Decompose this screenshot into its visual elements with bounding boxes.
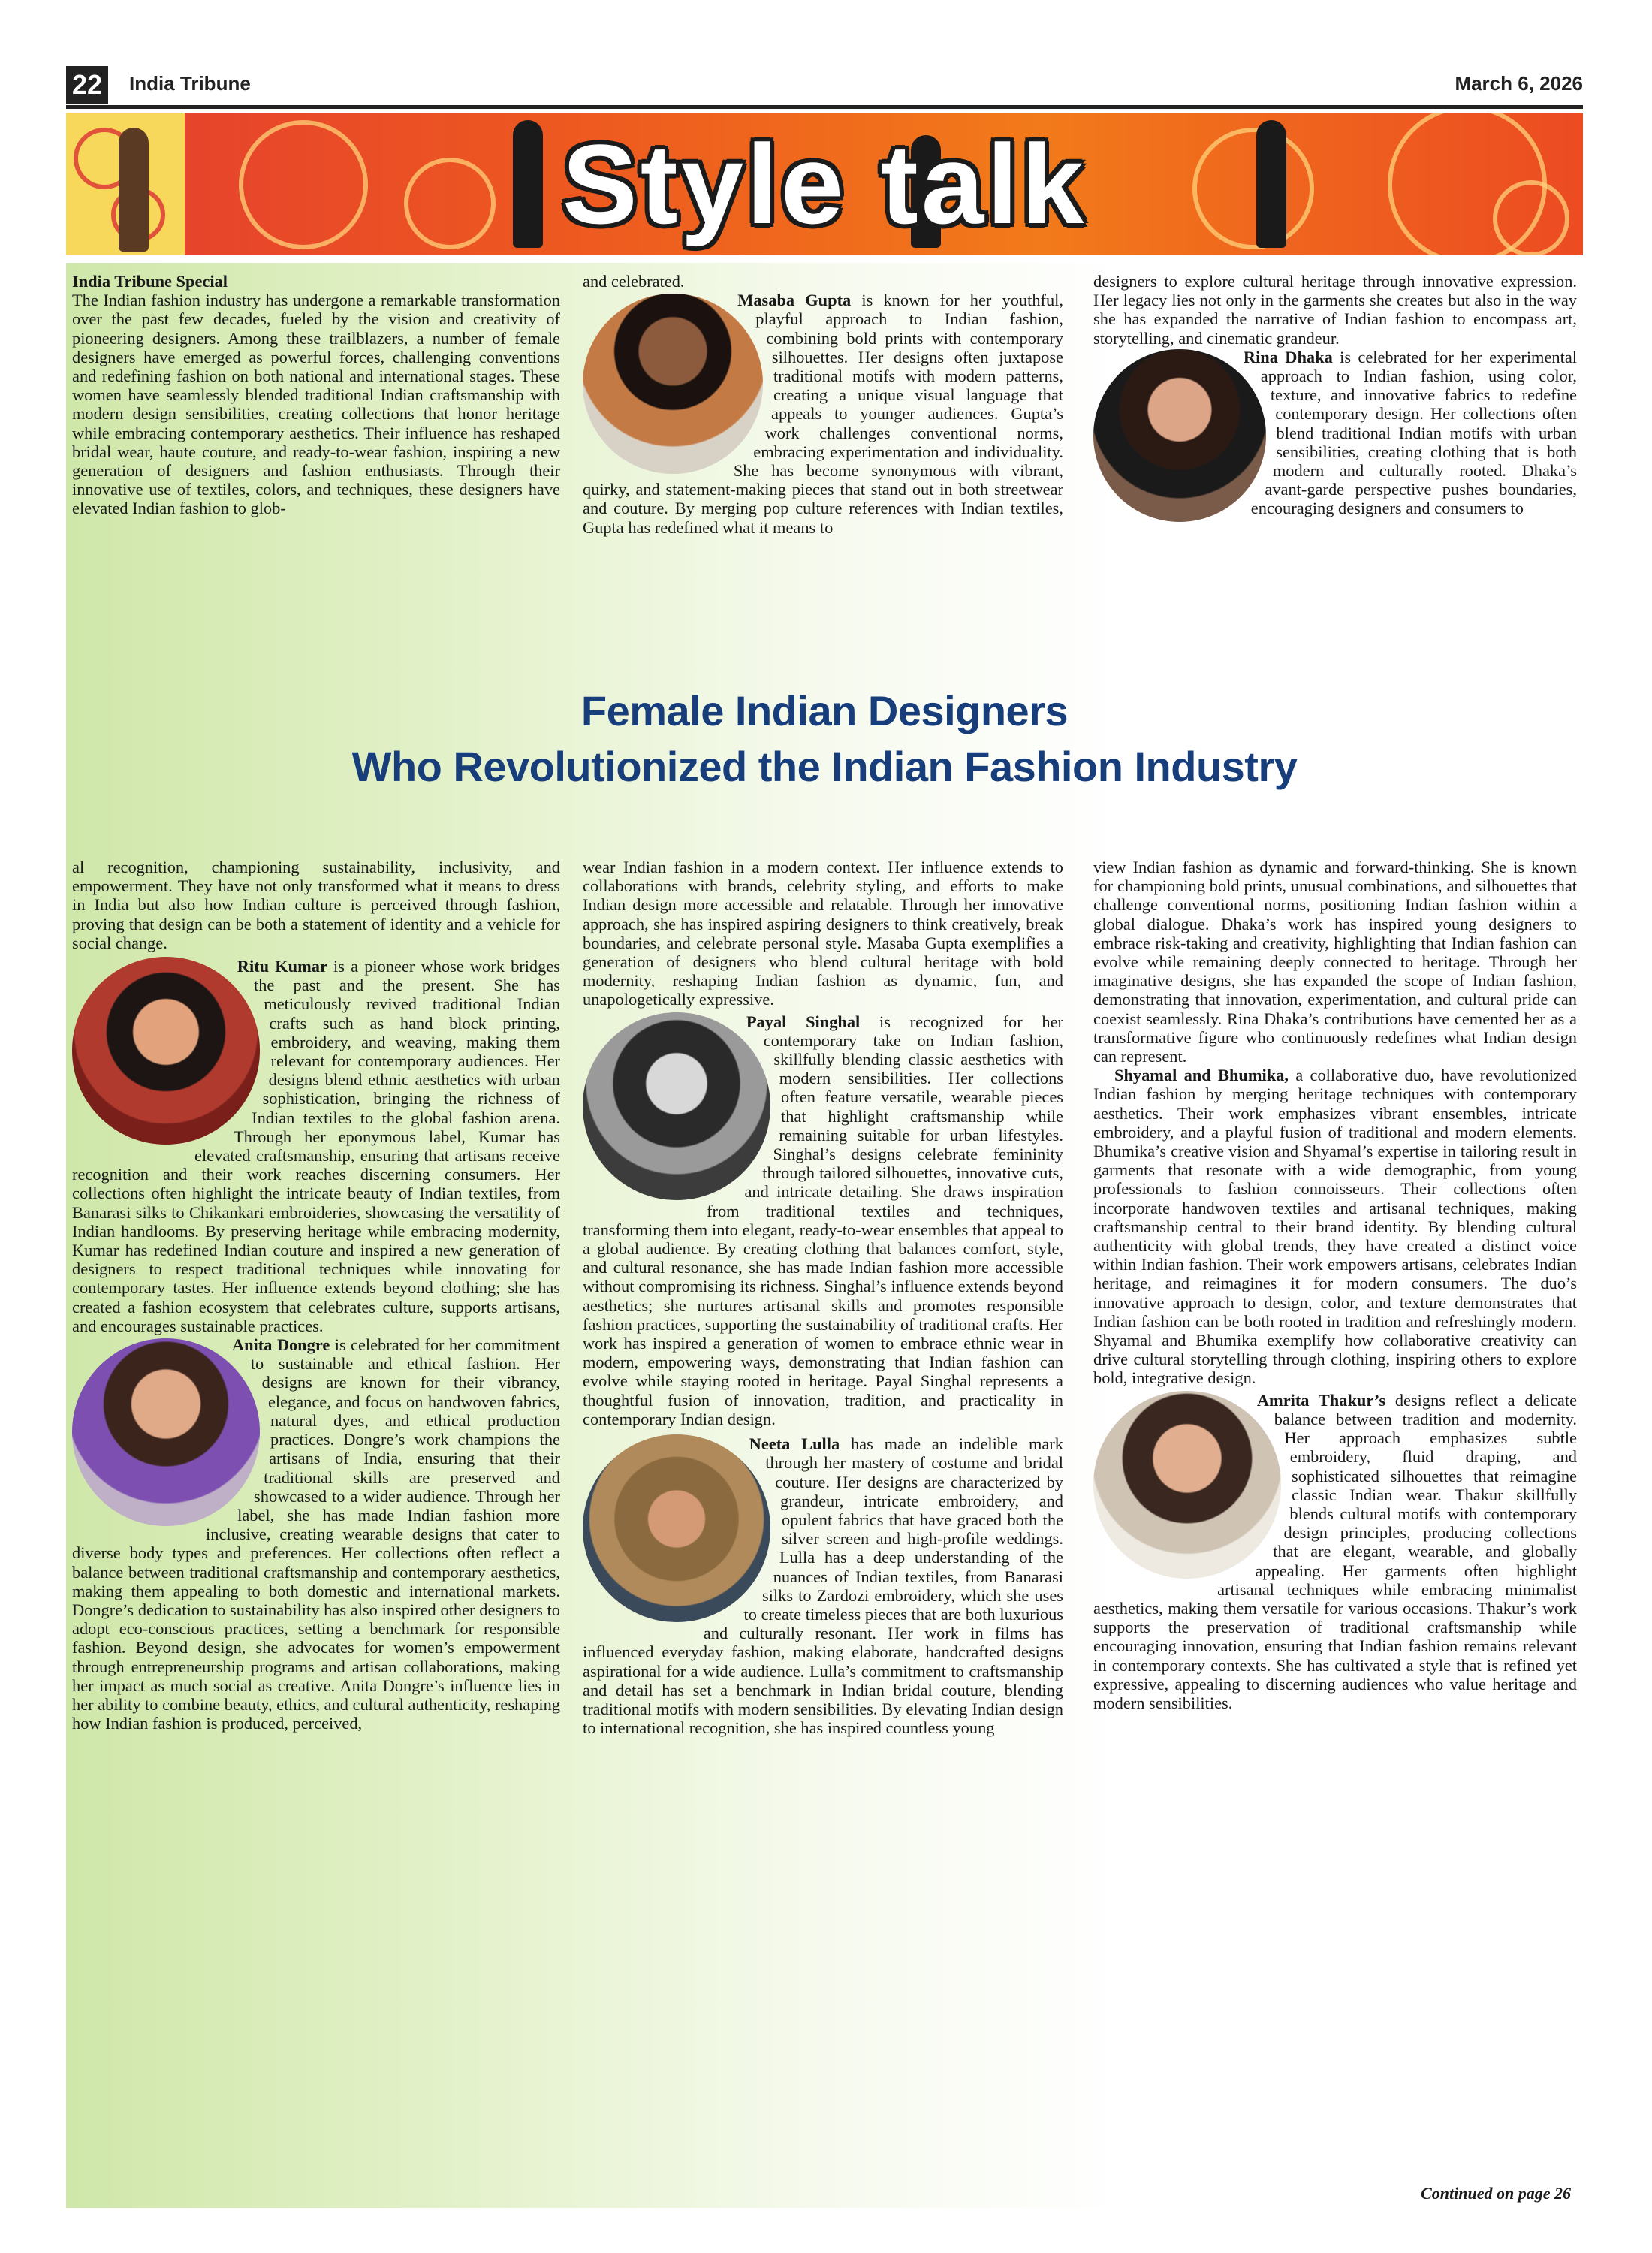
neeta-legacy-text: designers to explore cultural heritage through innovative expression. Her legacy lies not only in the garments she creates but also in the way she has expanded the narrative of Indian fashion to encompass art, storytelling, and cinematic grandeur. bbox=[1093, 272, 1577, 348]
continued-on-link[interactable]: Continued on page 26 bbox=[1421, 2184, 1571, 2203]
rina-dhaka-name: Rina Dhaka bbox=[1243, 347, 1333, 366]
rina-dhaka-text-cont: view Indian fashion as dynamic and forward-thinking. She is known for championing bold prints, unusual combinations, and silhouettes that challenge conventional norms, positioning Indian fashion within a global dialogue. Dhaka’s work has inspired young designers to embrace risk-taking and creativity, highlighting that Indian fashion can evolve while remaining deeply connected to heritage. Through her imaginative designs, she has expanded the scope of Indian fashion, demonstrating that innovation, experimentation, and cultural pride can coexist seamlessly. Rina Dhaka’s contributions have cemented her as a transformative figure who continuously redefines what Indian design can represent. bbox=[1093, 858, 1577, 1066]
headline-line-1: Female Indian Designers bbox=[580, 687, 1069, 734]
headline-line-2: Who Revolutionized the Indian Fashion Industry bbox=[351, 743, 1298, 790]
column-1-bottom bbox=[72, 858, 560, 2202]
amrita-thakur-name: Amrita Thakur’s bbox=[1256, 1390, 1386, 1410]
payal-singhal-text: is recognized for her contemporary take on Indian fashion, skillfully blending classic aesthetics with modern sensibilities. Her collections often feature versatile, wearable pieces that highlight craftsmanship while remaining suitable for urban lifestyles. Singhal’s designs celebrate femininity through tailored silhouettes, innovative cuts, and intricate detailing. She draws inspiration from traditional textiles and techniques, transforming them into elegant, ready-to-wear ensembles that appeal to a global audience. By creating clothing that balances comfort, style, and cultural resonance, she has made Indian fashion more accessible without compromising its richness. Singhal’s influence extends beyond aesthetics; she nurtures artisanal skills and promotes responsible fashion practices, supporting the sustainability of traditional crafts. Her work has inspired a generation of women to embrace ethnic wear in modern, empowering ways, demonstrating that Indian fashion can evolve while staying rooted in heritage. Payal Singhal represents a thoughtful fusion of innovation, tradition, and practicality in contemporary Indian design. bbox=[583, 1012, 1064, 1428]
intro-paragraph: The Indian fashion industry has undergone a remarkable transformation over the past few decades, fueled by the vision and creativity of pioneering designers. Among these trailblazers, a number of female designers have emerged as powerful forces, challenging conventions and redefining fashion on both national and international stages. These women have seamlessly blended traditional Indian craftsmanship with modern design sensibilities, creating collections that honor heritage while embracing contemporary aesthetics. Their influence has reshaped bridal wear, haute couture, and ready-to-wear fashion, inspiring a new generation of designers and fashion enthusiasts. Through their innovative use of textiles, colors, and techniques, these designers have elevated Indian fashion to glob- bbox=[72, 291, 560, 518]
ritu-kumar-text: is a pioneer whose work bridges the past and the present. She has meticulously revived traditional Indian crafts such as hand block printing, embroidery, and weaving, making them relevant for contemporary audiences. Her designs blend ethnic aesthetics with urban sophistication, bringing the richness of Indian textiles to the global fashion arena. Through her eponymous label, Kumar has elevated craftsmanship, ensuring that artisans receive recognition and their work reaches discerning consumers. Her collections often highlight the intricate beauty of Indian textiles, from Banarasi silks to Chikankari embroideries, showcasing the versatility of Indian handlooms. By preserving heritage while embracing modernity, Kumar has redefined Indian couture and inspired a new generation of designers to respect traditional techniques while innovating for contemporary tastes. Her influence extends beyond clothing; she has created a fashion ecosystem that celebrates culture, supports artisans, and encourages sustainable practices. bbox=[72, 957, 560, 1335]
masaba-gupta-name: Masaba Gupta bbox=[737, 291, 852, 310]
payal-singhal-photo bbox=[583, 1012, 770, 1200]
article-body bbox=[66, 263, 1583, 2208]
anita-dongre-name: Anita Dongre bbox=[231, 1335, 330, 1355]
rina-dhaka-text: is celebrated for her experimental approach to Indian fashion, using color, texture, and innovative fabrics to redefine contemporary design. Her collections often blend traditional Indian motifs with urban sensibilities, creating clothing that is both modern and culturally rooted. Dhaka’s avant-garde perspective pushes boundaries, encouraging designers and consumers to bbox=[1250, 347, 1577, 518]
payal-singhal-name: Payal Singhal bbox=[746, 1012, 861, 1031]
masaba-gupta-text: is known for her youthful, playful approach to Indian fashion, combining bold prints with contemporary silhouettes. Her designs often juxtapose traditional motifs with modern patterns, creating a unique visual language that appeals to younger audiences. Gupta’s work challenges conventional norms, embracing experimentation and individuality. She has become synonymous with vibrant, quirky, and statement-making pieces that stand out in both streetwear and couture. By merging pop culture references with Indian textiles, Gupta has redefined what it means to bbox=[583, 291, 1063, 537]
header-rule bbox=[66, 105, 1583, 109]
masaba-lead: and celebrated. bbox=[583, 272, 685, 291]
rina-dhaka-photo bbox=[1093, 349, 1266, 522]
shyamal-bhumika-text: a collaborative duo, have revolutionized Indian fashion by merging heritage techniques with contemporary aesthetics. Their work emphasizes vibrant ensembles, intricate embroidery, and a playful fusion of traditional and modern elements. Bhumika’s creative vision and Shyamal’s expertise in tailoring result in garments that resonate with a wide demographic, from young professionals to fashion connoisseurs. Their collections often incorporate handwoven textiles and artisanal techniques, making craftsmanship central to their brand identity. By blending cultural authenticity with global trends, they have created a distinct voice within Indian fashion. Their work empowers artisans, celebrates Indian heritage, and reimagines it for modern consumers. The duo’s innovative approach to design, color, and texture demonstrates that Indian fashion can be both rooted in tradition and refreshingly modern. Shyamal and Bhumika exemplify how collaborative creativity can drive cultural storytelling through clothing, inspiring others to explore bold, integrative design. bbox=[1093, 1066, 1578, 1388]
neeta-lulla-photo bbox=[583, 1434, 770, 1622]
amrita-thakur-photo bbox=[1093, 1391, 1281, 1579]
column-2-top bbox=[583, 272, 1063, 662]
article-kicker: India Tribune Special bbox=[72, 272, 228, 291]
ritu-kumar-photo bbox=[72, 957, 260, 1145]
issue-date: March 6, 2026 bbox=[1455, 72, 1583, 95]
masaba-gupta-text-cont: wear Indian fashion in a modern context. Her influence extends to collaborations with brands, celebrity styling, and efforts to make Indian design more accessible and relatable. Through her innovative approach, she has inspired aspiring designers to think creatively, break boundaries, and celebrate personal style. Masaba Gupta exemplifies a generation of designers who blend cultural heritage with bold modernity, reshaping Indian fashion as dynamic, fun, and unapologetically expressive. bbox=[583, 858, 1063, 1009]
publication-name: India Tribune bbox=[129, 72, 251, 95]
anita-dongre-text: is celebrated for her commitment to sustainable and ethical fashion. Her designs are known for their vibrancy, elegance, and focus on handwoven fabrics, natural dyes, and ethical production practices. Dongre’s work champions the artisans of India, ensuring that their traditional skills are preserved and showcased to a wider audience. Through her label, she has made Indian fashion more inclusive, creating wearable designs that cater to diverse body types and preferences. Her collections often reflect a balance between traditional craftsmanship and contemporary aesthetics, making them appealing to both domestic and international markets. Dongre’s dedication to sustainability has also inspired other designers to adopt eco-conscious practices, setting a benchmark for responsible fashion. Beyond design, she advocates for women’s empowerment through entrepreneurship programs and artisan collaborations, making her impact as much social as creative. Anita Dongre’s influence lies in her ability to combine beauty, ethics, and cultural authenticity, reshaping how Indian fashion is produced, perceived, bbox=[72, 1335, 561, 1733]
column-3-bottom bbox=[1093, 858, 1577, 2202]
intro-continued: al recognition, championing sustainability, inclusivity, and empowerment. They have not only transformed what it means to dress in India but also how Indian culture is perceived through fashion, proving that design can be both a statement of identity and a vehicle for social change. bbox=[72, 858, 560, 952]
amrita-thakur-text: designs reflect a delicate balance between tradition and modernity. Her approach emphasizes subtle embroidery, fluid draping, and sophisticated silhouettes that reimagine classic Indian wear. Thakur skillfully blends cultural motifs with contemporary design principles, producing collections that are elegant, wearable, and globally appealing. Her garments often highlight artisanal techniques while embracing minimalist aesthetics, making them versatile for various occasions. Thakur’s work supports the preservation of traditional craftsmanship while encouraging innovation, ensuring that Indian fashion remains relevant in contemporary contexts. She has cultivated a style that is refined yet expressive, appealing to discerning audiences who value heritage and modern sensibilities. bbox=[1093, 1390, 1578, 1712]
neeta-lulla-text: has made an indelible mark through her mastery of costume and bridal couture. Her designs are characterized by grandeur, intricate embroidery, and opulent fabrics that have graced both the silver screen and high-profile weddings. Lulla has a deep understanding of the nuances of Indian textiles, from Banarasi silks to Zardozi embroidery, which she uses to create timeless pieces that are both luxurious and culturally resonant. Her work in films has influenced everyday fashion, making elaborate, handcrafted designs aspirational for a wide audience. Lulla’s commitment to craftsmanship and detail has set a benchmark in Indian bridal couture, blending traditional motifs with modern sensibilities. By elevating Indian design to international recognition, she has inspired countless young bbox=[583, 1434, 1063, 1738]
anita-dongre-photo bbox=[72, 1338, 260, 1526]
page-number: 22 bbox=[66, 66, 108, 104]
page-header bbox=[66, 66, 1583, 104]
neeta-lulla-name: Neeta Lulla bbox=[749, 1434, 840, 1454]
article-headline bbox=[66, 683, 1583, 795]
column-3-top bbox=[1093, 272, 1577, 662]
column-1-top bbox=[72, 272, 560, 662]
ritu-kumar-name: Ritu Kumar bbox=[237, 957, 327, 976]
section-banner bbox=[66, 113, 1583, 255]
shyamal-bhumika-name: Shyamal and Bhumika, bbox=[1114, 1066, 1289, 1085]
masaba-gupta-photo bbox=[583, 294, 763, 474]
banner-title: Style talk bbox=[562, 121, 1087, 247]
column-2-bottom bbox=[583, 858, 1063, 2202]
